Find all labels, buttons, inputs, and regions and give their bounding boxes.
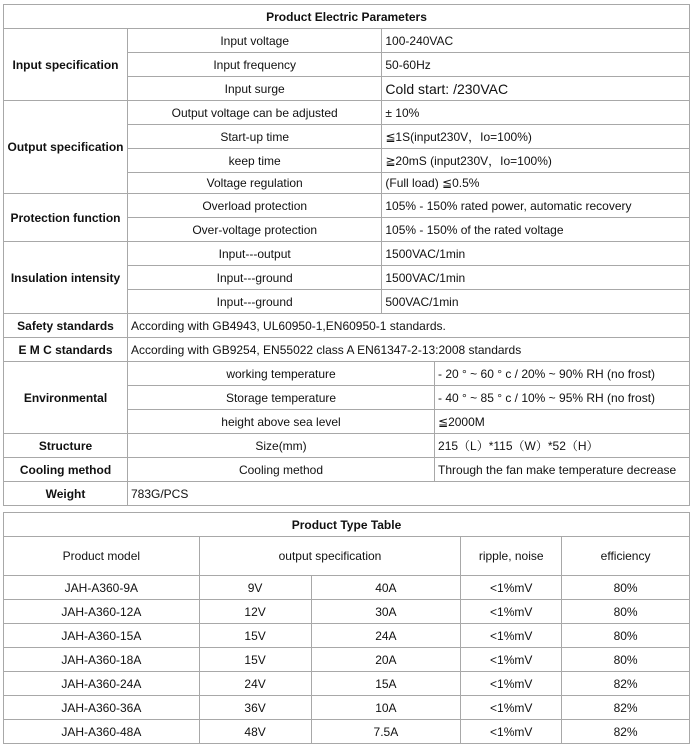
param-label: Input---output: [127, 242, 381, 266]
product-type-title: Product Type Table: [4, 513, 690, 537]
param-label: Storage temperature: [127, 386, 434, 410]
efficiency-cell: 80%: [562, 576, 690, 600]
weight-value: 783G/PCS: [127, 482, 689, 506]
param-label: working temperature: [127, 362, 434, 386]
ripple-cell: <1%mV: [461, 576, 562, 600]
safety-standards-value: According with GB4943, UL60950-1,EN60950-1 standards.: [127, 314, 689, 338]
efficiency-cell: 82%: [562, 672, 690, 696]
product-type-table: [3, 512, 690, 744]
param-label: Voltage regulation: [127, 173, 381, 194]
model-cell: JAH-A360-36A: [4, 696, 200, 720]
model-cell: JAH-A360-18A: [4, 648, 200, 672]
voltage-cell: 36V: [199, 696, 311, 720]
param-label: Size(mm): [127, 434, 434, 458]
column-header-ripple: ripple, noise: [461, 537, 562, 576]
voltage-cell: 15V: [199, 624, 311, 648]
emc-standards-value: According with GB9254, EN55022 class A EN61347-2-13:2008 standards: [127, 338, 689, 362]
ripple-cell: <1%mV: [461, 696, 562, 720]
param-value: 105% - 150% of the rated voltage: [382, 218, 690, 242]
ripple-cell: <1%mV: [461, 600, 562, 624]
param-label: Input surge: [127, 77, 381, 101]
param-label: Input frequency: [127, 53, 381, 77]
param-value: 105% - 150% rated power, automatic recovery: [382, 194, 690, 218]
param-label: Input---ground: [127, 266, 381, 290]
model-cell: JAH-A360-48A: [4, 720, 200, 744]
param-value: 50-60Hz: [382, 53, 690, 77]
voltage-cell: 15V: [199, 648, 311, 672]
ripple-cell: <1%mV: [461, 624, 562, 648]
param-value: ≧20mS (input230V，Io=100%): [382, 149, 690, 173]
category-emc-standards: E M C standards: [4, 338, 128, 362]
param-value: 100-240VAC: [382, 29, 690, 53]
param-label: Overload protection: [127, 194, 381, 218]
param-label: Cooling method: [127, 458, 434, 482]
category-weight: Weight: [4, 482, 128, 506]
model-cell: JAH-A360-9A: [4, 576, 200, 600]
category-structure: Structure: [4, 434, 128, 458]
current-cell: 15A: [311, 672, 461, 696]
table-row: [4, 648, 690, 672]
category-environmental: Environmental: [4, 362, 128, 434]
model-cell: JAH-A360-15A: [4, 624, 200, 648]
efficiency-cell: 82%: [562, 720, 690, 744]
param-value: 500VAC/1min: [382, 290, 690, 314]
model-cell: JAH-A360-12A: [4, 600, 200, 624]
efficiency-cell: 80%: [562, 624, 690, 648]
category-output-specification: Output specification: [4, 101, 128, 194]
param-value: - 40 ° ~ 85 ° c / 10% ~ 95% RH (no frost): [435, 386, 690, 410]
voltage-cell: 12V: [199, 600, 311, 624]
param-value: 1500VAC/1min: [382, 266, 690, 290]
param-label: Output voltage can be adjusted: [127, 101, 381, 125]
ripple-cell: <1%mV: [461, 648, 562, 672]
param-value: Through the fan make temperature decrease: [435, 458, 690, 482]
efficiency-cell: 82%: [562, 696, 690, 720]
table-row: [4, 600, 690, 624]
current-cell: 40A: [311, 576, 461, 600]
table-row: [4, 696, 690, 720]
efficiency-cell: 80%: [562, 600, 690, 624]
column-header-model: Product model: [4, 537, 200, 576]
param-value: - 20 ° ~ 60 ° c / 20% ~ 90% RH (no frost): [435, 362, 690, 386]
ripple-cell: <1%mV: [461, 720, 562, 744]
efficiency-cell: 80%: [562, 648, 690, 672]
category-safety-standards: Safety standards: [4, 314, 128, 338]
param-label: height above sea level: [127, 410, 434, 434]
param-label: Input voltage: [127, 29, 381, 53]
category-protection-function: Protection function: [4, 194, 128, 242]
table-row: [4, 624, 690, 648]
current-cell: 24A: [311, 624, 461, 648]
current-cell: 7.5A: [311, 720, 461, 744]
category-input-specification: Input specification: [4, 29, 128, 101]
param-value: 1500VAC/1min: [382, 242, 690, 266]
column-header-output: output specification: [199, 537, 461, 576]
param-value: Cold start: /230VAC: [382, 77, 690, 101]
param-label: Over-voltage protection: [127, 218, 381, 242]
electric-parameters-table: [3, 4, 690, 506]
electric-parameters-title: Product Electric Parameters: [4, 5, 690, 29]
category-insulation-intensity: Insulation intensity: [4, 242, 128, 314]
param-label: keep time: [127, 149, 381, 173]
voltage-cell: 24V: [199, 672, 311, 696]
param-value: ≦1S(input230V，Io=100%): [382, 125, 690, 149]
table-row: [4, 672, 690, 696]
table-row: [4, 576, 690, 600]
category-cooling-method: Cooling method: [4, 458, 128, 482]
param-value: 215（L）*115（W）*52（H）: [435, 434, 690, 458]
ripple-cell: <1%mV: [461, 672, 562, 696]
current-cell: 30A: [311, 600, 461, 624]
param-value: ± 10%: [382, 101, 690, 125]
current-cell: 10A: [311, 696, 461, 720]
table-row: [4, 720, 690, 744]
param-value: ≦2000M: [435, 410, 690, 434]
current-cell: 20A: [311, 648, 461, 672]
param-label: Input---ground: [127, 290, 381, 314]
param-value: (Full load) ≦0.5%: [382, 173, 690, 194]
column-header-efficiency: efficiency: [562, 537, 690, 576]
voltage-cell: 48V: [199, 720, 311, 744]
voltage-cell: 9V: [199, 576, 311, 600]
param-label: Start-up time: [127, 125, 381, 149]
model-cell: JAH-A360-24A: [4, 672, 200, 696]
